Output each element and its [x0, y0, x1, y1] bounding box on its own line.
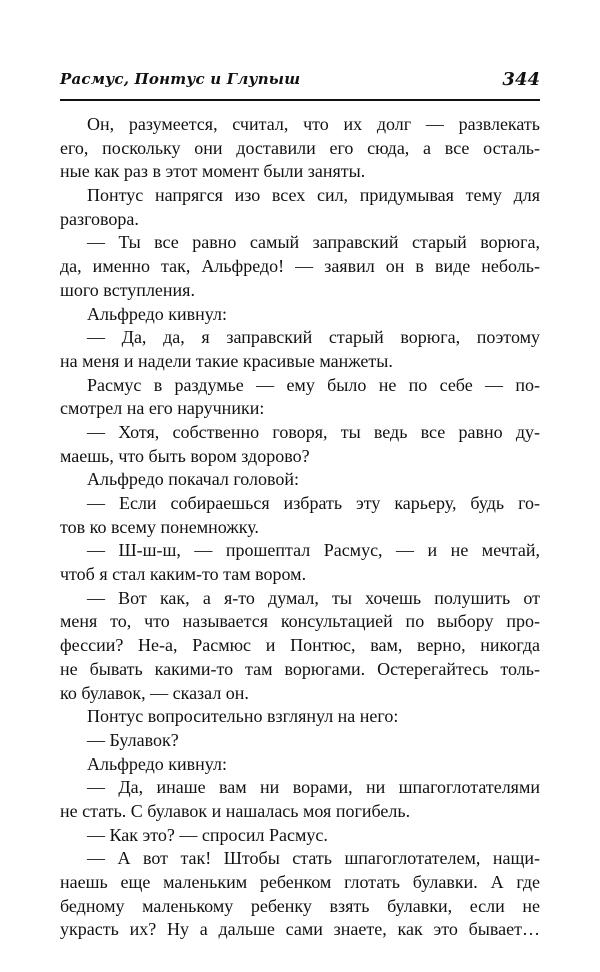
text-line: наешь еще маленьким ребенком глотать булавки. А где — [60, 872, 540, 892]
text-line: Понтус напрягся изо всех сил, придумывая тему для — [87, 185, 540, 206]
text-line: маешь, что быть вором здорово? — [60, 445, 310, 466]
text-line: — Ш-ш-ш, — прошептал Расмус, — и не мечтай, — [87, 540, 540, 561]
text-line: бедному маленькому ребенку взять булавки, если не — [60, 895, 540, 916]
text-line: разговора. — [60, 208, 139, 229]
text-line: шого вступления. — [60, 279, 195, 300]
text-line: чтоб я стал каким-то там вором. — [60, 564, 307, 585]
text-line: да, именно так, Альфредо! — заявил он в виде неболь- — [60, 256, 540, 277]
text-line: Понтус вопросительно взглянул на него: — [87, 706, 399, 727]
text-line: — Хотя, собственно говоря, ты ведь все равно ду- — [87, 421, 540, 442]
text-line: — Ты все равно самый заправский старый ворюга, — [87, 232, 540, 253]
header-rule — [60, 99, 540, 101]
text-line: — Как это? — спросил Расмус. — [87, 824, 328, 845]
text-line: — Да, да, я заправский старый ворюга, поэтому — [87, 327, 540, 348]
page-number: 344 — [502, 69, 540, 90]
text-line: — Да, инаше вам ни ворами, ни шпагоглотателями — [87, 777, 540, 798]
text-line: смотрел на его наручники: — [60, 398, 265, 419]
text-line: меня то, что называется консультацией по выбору про- — [60, 611, 540, 632]
text-line: Расмус в раздумье — ему было не по себе — по- — [87, 374, 540, 395]
text-line: фессии? Не-а, Расмюс и Понтюс, вам, верно, никогда — [60, 635, 540, 656]
text-line: украсть их? Ну а дальше сами знаете, как это бывает… — [60, 919, 540, 940]
text-line: Альфредо кивнул: — [87, 753, 227, 774]
text-line: — А вот так! Штобы стать шпагоглотателем, нащи- — [87, 848, 540, 869]
text-line: тов ко всему понемножку. — [60, 516, 259, 537]
text-line: ко булавок, — сказал он. — [60, 682, 249, 703]
text-line: на меня и надели такие красивые манжеты. — [60, 350, 393, 371]
text-line: Альфредо кивнул: — [87, 303, 227, 324]
text-line: Альфредо покачал головой: — [87, 469, 300, 490]
running-head-title: Расмус, Понтус и Глупыш — [60, 70, 301, 88]
text-line: ные как раз в этот момент были заняты. — [60, 161, 366, 182]
text-line: Он, разумеется, считал, что их долг — развлекать — [87, 114, 540, 134]
text-line: — Вот как, а я-то думал, ты хочешь полушить от — [87, 587, 540, 608]
body-text — [60, 113, 540, 942]
text-line: его, поскольку они доставили его сюда, а все осталь- — [60, 137, 540, 158]
text-line: — Если собираешься избрать эту карьеру, будь го- — [87, 493, 540, 513]
text-line: не стать. С булавок и нашалась моя погибель. — [60, 800, 411, 821]
text-line: не бывать какими-то там ворюгами. Остерегайтесь толь- — [60, 658, 540, 679]
running-head — [60, 70, 540, 96]
text-line: — Булавок? — [87, 729, 179, 750]
